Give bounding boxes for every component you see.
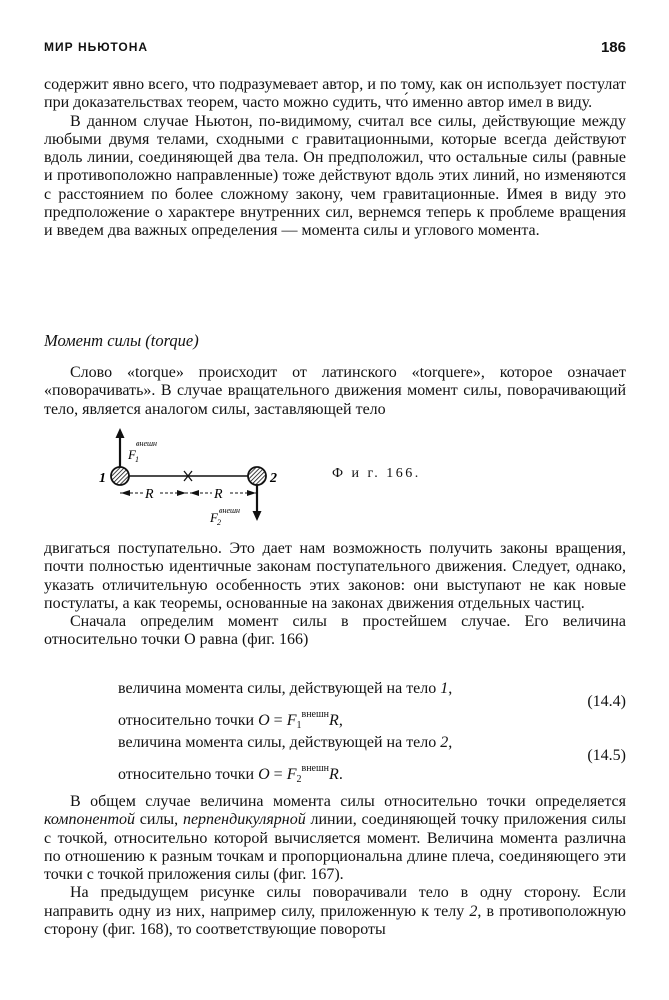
section-heading: Момент силы (torque) xyxy=(44,331,199,350)
page-number: 186 xyxy=(600,39,626,56)
force-2-label: F xyxy=(210,510,218,525)
equation-14-5 xyxy=(118,730,626,793)
force-2-arrowhead xyxy=(253,511,262,521)
paragraph: В общем случае величина момента силы относительно точки определяется компонентой силы, перпендикулярной линии, соединяющей точку приложения силы с точкой, относительно которой вычисляется момент. Величина момента различна по отношению к разным точкам и пропорциональна длине плеча, соединяющего эти точки с точкой приложения силы (фиг. 167). xyxy=(44,793,627,884)
paragraph: содержит явно всего, что подразумевает автор, и по тому, как он использует постулат при доказательствах теорем, часто можно судить, что́ именно автор имел в виду. xyxy=(44,76,626,112)
body-1-label: 1 xyxy=(99,471,106,486)
running-head xyxy=(44,40,626,54)
dimension-arrow-right xyxy=(247,490,256,496)
text-block-top xyxy=(44,76,626,241)
paragraph: Сначала определим момент силы в простейшем случае. Его величина относительно точки O равна (фиг. 166) xyxy=(44,613,626,649)
section-heading-latin: torque xyxy=(150,331,194,350)
body-2 xyxy=(248,467,266,485)
paragraph: На предыдущем рисунке силы поворачивали тело в одну сторону. Если направить одну из них, например силу, приложенную к телу 2, в противоположную сторону (фиг. 168), то соответствующие повороты xyxy=(44,884,626,939)
dimension-arrow-left xyxy=(121,490,130,496)
equation-number: (14.4) xyxy=(587,693,626,710)
body-2-label: 2 xyxy=(270,471,277,486)
equation-line: величина момента силы, действующей на тело 2, xyxy=(118,734,453,751)
force-1-arrowhead xyxy=(116,428,125,438)
force-2-label-sup: внешн xyxy=(219,506,240,515)
equation-line: относительно точки $O = F_1^{внешн}R$, xyxy=(118,709,343,731)
lever-arm-label-right: R xyxy=(214,487,223,502)
dimension-arrow-center-right xyxy=(190,490,199,496)
text-block-torque xyxy=(44,364,626,419)
equation-line: относительно точки $O = F_2^{внешн}R$. xyxy=(118,763,343,785)
body-1 xyxy=(111,467,129,485)
running-title: МИР НЬЮТОНА xyxy=(44,40,149,54)
equation-line: величина момента силы, действующей на тело 1, xyxy=(118,680,453,697)
dimension-arrow-center-left xyxy=(177,490,186,496)
text-block-bottom xyxy=(44,793,626,939)
paragraph: В данном случае Ньютон, по-видимому, считал все силы, действующие между любыми двумя телами, сходными с гравитационными, которые всегда действуют вдоль линии, соединяющей два тела. Он предположил, что остальные силы (равные и противоположно направленные) тоже действуют вдоль этих линий, но изменяются с расстоянием по более сложному закону, чем гравитационные. Имея в виду это предположение о характере внутренних сил, вернемся теперь к проблеме вращения и введем два важных определения — момента силы и углового момента. xyxy=(44,112,626,240)
force-1-label-sup: внешн xyxy=(136,439,157,448)
force-1-label-sub: 1 xyxy=(135,455,139,464)
figure-166 xyxy=(90,425,310,530)
equation-number: (14.5) xyxy=(587,747,626,764)
paragraph: двигаться поступательно. Это дает нам возможность получить законы вращения, почти полностью идентичные законам поступательного движения. Следует, однако, указать отличительную особенность этих законов: они выступают не как новые постулаты, а как теоремы, основанные на законах движения отдельных частиц. xyxy=(44,540,626,612)
lever-arm-label-left: R xyxy=(145,487,154,502)
figure-caption: Ф и г. 166. xyxy=(332,466,421,481)
text-block-middle xyxy=(44,540,626,650)
paragraph: Слово «torque» происходит от латинского «torquere», которое означает «поворачивать». В случае вращательного движения момент силы, поворачивающий тело, является аналогом силы, заставляющей тело xyxy=(44,364,626,418)
section-heading-text: Момент силы xyxy=(44,331,142,350)
force-1-label: F xyxy=(128,447,136,462)
force-2-label-sub: 2 xyxy=(217,518,221,527)
